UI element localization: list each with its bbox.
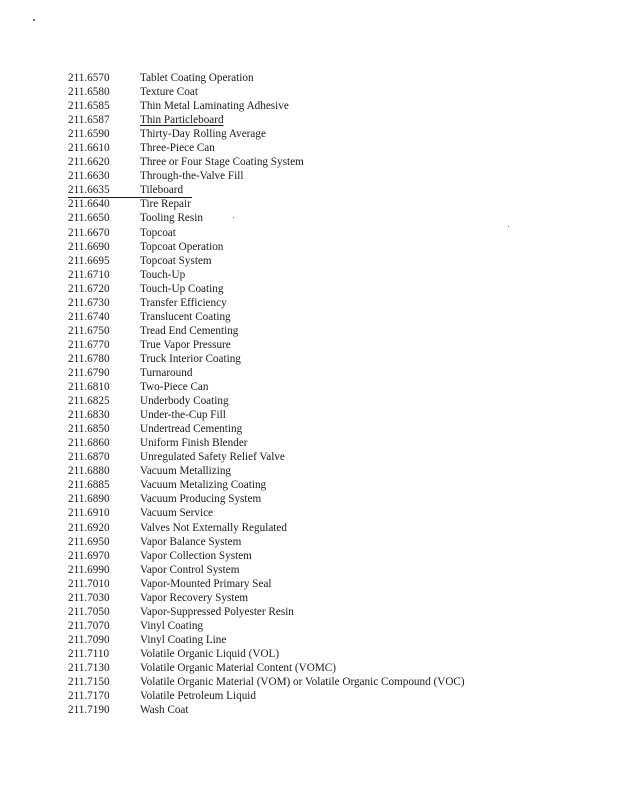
scan-speck xyxy=(508,226,509,227)
section-number: 211.6950 xyxy=(68,535,110,548)
defined-term: True Vapor Pressure xyxy=(140,338,231,351)
defined-term: Tooling Resin xyxy=(140,212,203,225)
defined-term: Touch-Up Coating xyxy=(140,282,224,295)
definition-row xyxy=(68,366,465,380)
section-number: 211.6695 xyxy=(68,254,110,267)
defined-term: Tire Repair xyxy=(140,198,191,211)
definition-row xyxy=(68,633,465,647)
defined-term: Vacuum Metallizing xyxy=(140,465,232,478)
definition-row xyxy=(68,169,465,183)
definition-row xyxy=(68,338,465,352)
definition-row xyxy=(68,183,465,197)
definition-row xyxy=(68,113,465,127)
section-number: 211.6810 xyxy=(68,381,110,394)
defined-term: Vapor-Suppressed Polyester Resin xyxy=(140,605,294,618)
section-number: 211.6580 xyxy=(68,86,110,99)
section-number: 211.6885 xyxy=(68,479,110,492)
definition-row xyxy=(68,127,465,141)
section-number: 211.6650 xyxy=(68,212,110,225)
defined-term: Unregulated Safety Relief Valve xyxy=(140,451,285,464)
section-number: 211.6640 xyxy=(68,198,110,211)
section-number: 211.6860 xyxy=(68,437,110,450)
definition-row xyxy=(68,436,465,450)
definition-row xyxy=(68,296,465,310)
defined-term: Vapor Collection System xyxy=(140,549,252,562)
definition-row xyxy=(68,352,465,366)
definition-row xyxy=(68,408,465,422)
defined-term: Texture Coat xyxy=(140,86,198,99)
defined-term: Two-Piece Can xyxy=(140,381,209,394)
section-number: 211.7170 xyxy=(68,690,110,703)
definition-row xyxy=(68,282,465,296)
definition-row xyxy=(68,155,465,169)
section-number: 211.6750 xyxy=(68,324,110,337)
defined-term: Thin Metal Laminating Adhesive xyxy=(140,100,289,113)
section-number: 211.6910 xyxy=(68,507,110,520)
definition-row xyxy=(68,422,465,436)
defined-term: Volatile Organic Material Content (VOMC) xyxy=(140,661,336,674)
section-number: 211.6990 xyxy=(68,563,110,576)
definition-row xyxy=(68,197,465,211)
section-number: 211.6570 xyxy=(68,72,110,84)
defined-term: Topcoat xyxy=(140,226,176,239)
definition-row xyxy=(68,310,465,324)
definition-list xyxy=(68,71,465,717)
section-number: 211.7030 xyxy=(68,591,110,604)
section-number: 211.6620 xyxy=(68,156,110,169)
definition-row xyxy=(68,226,465,240)
definition-row xyxy=(68,240,465,254)
defined-term: Vinyl Coating Line xyxy=(140,633,227,646)
defined-term: Valves Not Externally Regulated xyxy=(140,521,287,534)
section-number: 211.7090 xyxy=(68,633,110,646)
section-number: 211.6587 xyxy=(68,114,110,127)
section-number: 211.6630 xyxy=(68,170,110,183)
section-number: 211.7190 xyxy=(68,704,110,717)
defined-term: Uniform Finish Blender xyxy=(140,437,248,450)
definition-row xyxy=(68,577,465,591)
definition-row xyxy=(68,141,465,155)
defined-term: Three or Four Stage Coating System xyxy=(140,156,304,169)
section-number: 211.6585 xyxy=(68,100,110,113)
defined-term: Thin Particleboard xyxy=(140,114,224,127)
definition-row xyxy=(68,85,465,99)
section-number: 211.7070 xyxy=(68,619,110,632)
defined-term: Tablet Coating Operation xyxy=(140,72,254,84)
section-number: 211.6635 xyxy=(68,184,110,197)
defined-term: Tileboard xyxy=(140,184,184,197)
definition-row xyxy=(68,521,465,535)
defined-term: Touch-Up xyxy=(140,268,186,281)
definition-row xyxy=(68,689,465,703)
defined-term: Three-Piece Can xyxy=(140,142,215,155)
definition-row xyxy=(68,703,465,717)
section-number: 211.6830 xyxy=(68,409,110,422)
defined-term: Undertread Cementing xyxy=(140,423,243,436)
scan-speck xyxy=(33,19,35,21)
defined-term: Topcoat Operation xyxy=(140,240,224,253)
defined-term: Vacuum Producing System xyxy=(140,493,262,506)
definition-row xyxy=(68,506,465,520)
section-number: 211.7050 xyxy=(68,605,110,618)
defined-term: Wash Coat xyxy=(140,704,189,717)
defined-term: Truck Interior Coating xyxy=(140,352,241,365)
definition-row xyxy=(68,268,465,282)
defined-term: Vacuum Metalizing Coating xyxy=(140,479,267,492)
definition-row xyxy=(68,254,465,268)
definition-row xyxy=(68,394,465,408)
defined-term: Vapor Recovery System xyxy=(140,591,249,604)
definition-row xyxy=(68,591,465,605)
definition-row xyxy=(68,492,465,506)
section-number: 211.6690 xyxy=(68,240,110,253)
definition-row xyxy=(68,478,465,492)
section-number: 211.6610 xyxy=(68,142,110,155)
section-number: 211.6850 xyxy=(68,423,110,436)
section-number: 211.6770 xyxy=(68,338,110,351)
section-number: 211.6890 xyxy=(68,493,110,506)
definition-row xyxy=(68,71,465,85)
defined-term: Transfer Efficiency xyxy=(140,296,227,309)
section-number: 211.7010 xyxy=(68,577,110,590)
definition-row xyxy=(68,324,465,338)
section-number: 211.7110 xyxy=(68,647,110,660)
definition-row xyxy=(68,675,465,689)
section-number: 211.6880 xyxy=(68,465,110,478)
section-number: 211.6710 xyxy=(68,268,110,281)
definition-row xyxy=(68,605,465,619)
definition-row xyxy=(68,619,465,633)
definition-row xyxy=(68,549,465,563)
defined-term: Thirty-Day Rolling Average xyxy=(140,128,266,141)
definition-row xyxy=(68,563,465,577)
defined-term: Turnaround xyxy=(140,366,193,379)
definition-row xyxy=(68,535,465,549)
strike-line xyxy=(68,197,192,198)
defined-term: Tread End Cementing xyxy=(140,324,239,337)
definition-row xyxy=(68,647,465,661)
section-number: 211.6740 xyxy=(68,310,110,323)
section-number: 211.7130 xyxy=(68,661,110,674)
defined-term: Under-the-Cup Fill xyxy=(140,409,226,422)
defined-term: Vapor-Mounted Primary Seal xyxy=(140,577,272,590)
defined-term: Through-the-Valve Fill xyxy=(140,170,244,183)
section-number: 211.6790 xyxy=(68,366,110,379)
definition-row xyxy=(68,380,465,394)
definition-row xyxy=(68,211,465,225)
definition-row xyxy=(68,450,465,464)
defined-term: Topcoat System xyxy=(140,254,212,267)
defined-term: Vapor Control System xyxy=(140,563,240,576)
defined-term: Translucent Coating xyxy=(140,310,231,323)
section-number: 211.6670 xyxy=(68,226,110,239)
section-number: 211.6730 xyxy=(68,296,110,309)
defined-term: Volatile Petroleum Liquid xyxy=(140,690,257,703)
defined-term: Vapor Balance System xyxy=(140,535,242,548)
defined-term: Vacuum Service xyxy=(140,507,214,520)
section-number: 211.7150 xyxy=(68,676,110,689)
defined-term: Vinyl Coating xyxy=(140,619,204,632)
section-number: 211.6870 xyxy=(68,451,110,464)
defined-term: Underbody Coating xyxy=(140,395,229,408)
definition-row xyxy=(68,661,465,675)
section-number: 211.6720 xyxy=(68,282,110,295)
section-number: 211.6825 xyxy=(68,395,110,408)
defined-term: Volatile Organic Material (VOM) or Volatile Organic Compound (VOC) xyxy=(140,676,465,689)
definition-row xyxy=(68,464,465,478)
section-number: 211.6590 xyxy=(68,128,110,141)
definition-row xyxy=(68,99,465,113)
section-number: 211.6920 xyxy=(68,521,110,534)
section-number: 211.6780 xyxy=(68,352,110,365)
section-number: 211.6970 xyxy=(68,549,110,562)
defined-term: Volatile Organic Liquid (VOL) xyxy=(140,647,280,660)
